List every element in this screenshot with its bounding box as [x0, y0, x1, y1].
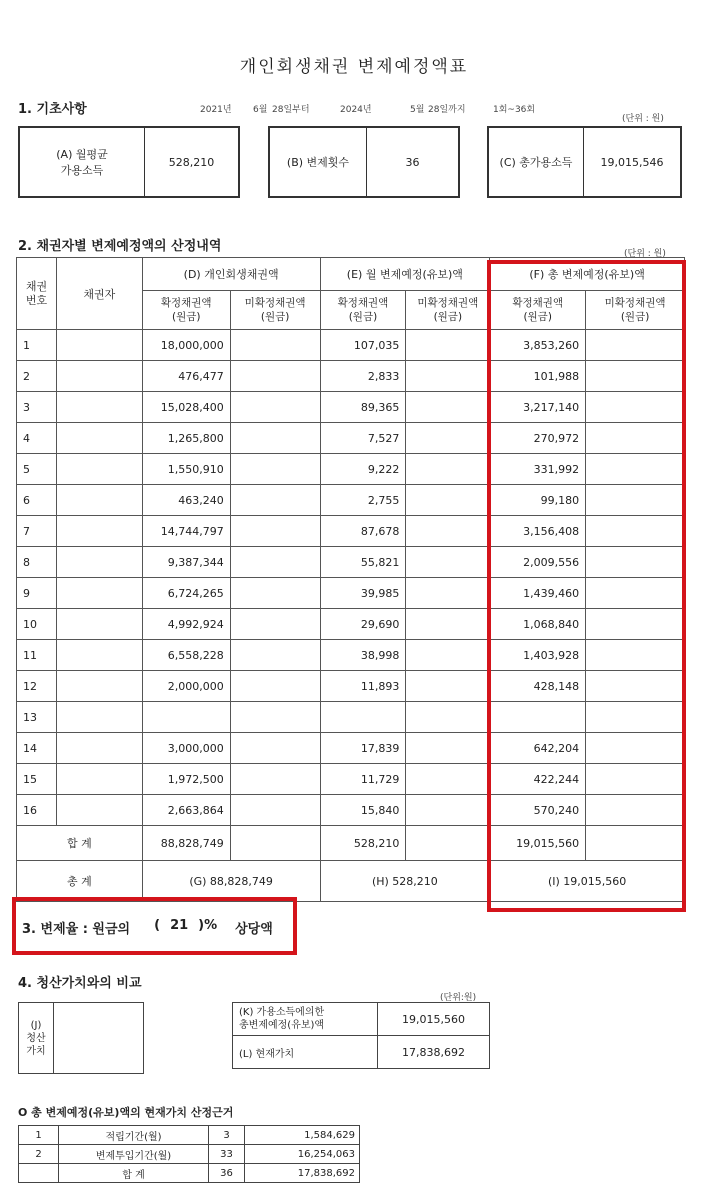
- row-creditor: [56, 423, 142, 454]
- sum-e: 528,210: [320, 826, 406, 861]
- repayment-rate-close: )%: [198, 918, 218, 933]
- row-creditor: [56, 392, 142, 423]
- box-b-value: 36: [405, 155, 420, 169]
- row-no: 6: [17, 485, 57, 516]
- row-d-unconfirmed: [230, 702, 320, 733]
- row-creditor: [56, 578, 142, 609]
- section-1-heading: 1. 기초사항: [18, 102, 87, 117]
- row-creditor: [56, 702, 142, 733]
- row-d-unconfirmed: [230, 454, 320, 485]
- row-creditor: [56, 330, 142, 361]
- row-e-unconfirmed: [406, 423, 490, 454]
- row-d-unconfirmed: [230, 733, 320, 764]
- row-e-unconfirmed: [406, 516, 490, 547]
- row-d-unconfirmed: [230, 392, 320, 423]
- row-e-unconfirmed: [406, 485, 490, 516]
- row-f-confirmed: 3,217,140: [490, 392, 586, 423]
- header-no: 채권 번호: [17, 258, 57, 330]
- repayment-rate-open: (: [154, 918, 161, 933]
- row-creditor: [56, 671, 142, 702]
- row-f-confirmed: 99,180: [490, 485, 586, 516]
- period-range: 1회~36회: [493, 105, 536, 115]
- row-d-unconfirmed: [230, 516, 320, 547]
- row-e-unconfirmed: [406, 702, 490, 733]
- basis-value: 16,254,063: [245, 1145, 360, 1164]
- row-e-confirmed: 87,678: [320, 516, 406, 547]
- basis-months: 33: [209, 1145, 245, 1164]
- row-f-confirmed: 428,148: [490, 671, 586, 702]
- row-e-unconfirmed: [406, 795, 490, 826]
- box-b-label: (B) 변제횟수: [270, 128, 367, 196]
- period-month-to: 5월: [410, 105, 425, 115]
- row-d-confirmed: 14,744,797: [142, 516, 230, 547]
- row-d-confirmed: 476,477: [142, 361, 230, 392]
- row-e-confirmed: 2,755: [320, 485, 406, 516]
- box-a-label: (A) 월평균 가용소득: [20, 128, 145, 196]
- k-value: 19,015,560: [378, 1003, 490, 1036]
- row-e-confirmed: 7,527: [320, 423, 406, 454]
- row-no: 15: [17, 764, 57, 795]
- row-d-confirmed: 3,000,000: [142, 733, 230, 764]
- header-f-unconfirmed: 미확정채권액 (원금): [586, 291, 685, 330]
- row-d-confirmed: 463,240: [142, 485, 230, 516]
- row-e-confirmed: [320, 702, 406, 733]
- total-i: (I) 19,015,560: [490, 861, 685, 902]
- row-f-confirmed: 3,853,260: [490, 330, 586, 361]
- row-creditor: [56, 733, 142, 764]
- row-d-confirmed: 4,992,924: [142, 609, 230, 640]
- row-f-confirmed: 570,240: [490, 795, 586, 826]
- row-f-confirmed: 422,244: [490, 764, 586, 795]
- basis-no: [19, 1164, 59, 1183]
- row-e-unconfirmed: [406, 578, 490, 609]
- row-e-confirmed: 9,222: [320, 454, 406, 485]
- basis-no: 2: [19, 1145, 59, 1164]
- row-creditor: [56, 795, 142, 826]
- header-d-unconfirmed: 미확정채권액 (원금): [230, 291, 320, 330]
- row-d-unconfirmed: [230, 609, 320, 640]
- row-f-confirmed: 1,403,928: [490, 640, 586, 671]
- row-f-confirmed: 1,439,460: [490, 578, 586, 609]
- comparison-table: [232, 1002, 490, 1069]
- row-creditor: [56, 547, 142, 578]
- row-f-confirmed: 642,204: [490, 733, 586, 764]
- row-d-confirmed: 15,028,400: [142, 392, 230, 423]
- row-no: 12: [17, 671, 57, 702]
- sum-d: 88,828,749: [142, 826, 230, 861]
- row-d-confirmed: 1,265,800: [142, 423, 230, 454]
- row-e-confirmed: 107,035: [320, 330, 406, 361]
- row-d-confirmed: 9,387,344: [142, 547, 230, 578]
- row-no: 11: [17, 640, 57, 671]
- row-creditor: [56, 764, 142, 795]
- row-d-unconfirmed: [230, 764, 320, 795]
- header-e-unconfirmed: 미확정채권액 (원금): [406, 291, 490, 330]
- row-no: 16: [17, 795, 57, 826]
- row-e-unconfirmed: [406, 392, 490, 423]
- row-creditor: [56, 454, 142, 485]
- header-e: (E) 월 변제예정(유보)액: [320, 258, 490, 291]
- document-title: 개인회생채권 변제예정액표: [239, 57, 469, 77]
- row-d-unconfirmed: [230, 578, 320, 609]
- row-d-unconfirmed: [230, 795, 320, 826]
- total-g: (G) 88,828,749: [142, 861, 320, 902]
- liquidation-value-box: [18, 1002, 144, 1074]
- row-e-confirmed: 15,840: [320, 795, 406, 826]
- basis-label: 변제투입기간(월): [59, 1145, 209, 1164]
- sum-f: 19,015,560: [490, 826, 586, 861]
- row-e-unconfirmed: [406, 609, 490, 640]
- repayment-rate-value: 21: [170, 918, 189, 933]
- section-4-heading: 4. 청산가치와의 비교: [18, 976, 142, 991]
- row-creditor: [56, 361, 142, 392]
- repayment-rate-heading: 3. 변제율 : 원금의: [22, 922, 131, 937]
- row-creditor: [56, 485, 142, 516]
- l-label: (L) 현재가치: [233, 1036, 378, 1069]
- box-c: [487, 126, 682, 198]
- row-no: 4: [17, 423, 57, 454]
- unit-label-2: (단위 : 원): [624, 249, 666, 259]
- row-e-unconfirmed: [406, 733, 490, 764]
- basis-value: 1,584,629: [245, 1126, 360, 1145]
- row-e-confirmed: 2,833: [320, 361, 406, 392]
- section-2-heading: 2. 채권자별 변제예정액의 산정내역: [18, 239, 222, 254]
- row-d-confirmed: 2,000,000: [142, 671, 230, 702]
- row-d-confirmed: [142, 702, 230, 733]
- box-c-label: (C) 총가용소득: [489, 128, 584, 196]
- row-e-unconfirmed: [406, 671, 490, 702]
- row-f-confirmed: 2,009,556: [490, 547, 586, 578]
- box-c-value: 19,015,546: [600, 155, 664, 169]
- sum-d-unconfirmed: [230, 826, 320, 861]
- row-e-unconfirmed: [406, 454, 490, 485]
- row-no: 10: [17, 609, 57, 640]
- row-d-unconfirmed: [230, 361, 320, 392]
- period-year-from: 2021년: [200, 105, 232, 115]
- row-d-unconfirmed: [230, 330, 320, 361]
- header-creditor: 채권자: [56, 258, 142, 330]
- row-no: 7: [17, 516, 57, 547]
- row-creditor: [56, 516, 142, 547]
- row-d-confirmed: 18,000,000: [142, 330, 230, 361]
- row-e-unconfirmed: [406, 640, 490, 671]
- row-creditor: [56, 609, 142, 640]
- row-e-confirmed: 38,998: [320, 640, 406, 671]
- row-no: 3: [17, 392, 57, 423]
- highlight-f-column: [487, 260, 686, 912]
- repayment-rate-line: [22, 918, 273, 937]
- row-e-unconfirmed: [406, 330, 490, 361]
- row-e-unconfirmed: [406, 361, 490, 392]
- basis-table: [18, 1125, 360, 1183]
- row-no: 8: [17, 547, 57, 578]
- sum-e-unconfirmed: [406, 826, 490, 861]
- row-d-unconfirmed: [230, 423, 320, 454]
- row-e-confirmed: 55,821: [320, 547, 406, 578]
- row-no: 2: [17, 361, 57, 392]
- basis-label: 합 계: [59, 1164, 209, 1183]
- row-d-unconfirmed: [230, 485, 320, 516]
- unit-label-4: (단위:원): [440, 993, 477, 1003]
- period-year-to: 2024년: [340, 105, 372, 115]
- row-e-confirmed: 11,729: [320, 764, 406, 795]
- row-e-confirmed: 11,893: [320, 671, 406, 702]
- basis-label: 적립기간(월): [59, 1126, 209, 1145]
- basis-row: [19, 1164, 360, 1183]
- row-f-confirmed: 3,156,408: [490, 516, 586, 547]
- row-d-confirmed: 6,724,265: [142, 578, 230, 609]
- row-no: 1: [17, 330, 57, 361]
- j-label: (J) 청산 가치: [19, 1003, 54, 1074]
- sum-label: 합 계: [17, 826, 143, 861]
- row-e-confirmed: 29,690: [320, 609, 406, 640]
- j-value: [54, 1003, 144, 1074]
- basis-no: 1: [19, 1126, 59, 1145]
- row-d-unconfirmed: [230, 640, 320, 671]
- row-f-confirmed: 1,068,840: [490, 609, 586, 640]
- row-d-confirmed: 1,972,500: [142, 764, 230, 795]
- row-creditor: [56, 640, 142, 671]
- row-d-confirmed: 2,663,864: [142, 795, 230, 826]
- row-d-unconfirmed: [230, 671, 320, 702]
- row-e-unconfirmed: [406, 547, 490, 578]
- row-f-confirmed: 331,992: [490, 454, 586, 485]
- row-no: 14: [17, 733, 57, 764]
- basis-value: 17,838,692: [245, 1164, 360, 1183]
- row-e-confirmed: 39,985: [320, 578, 406, 609]
- basis-row: [19, 1145, 360, 1164]
- period-month-from: 6월: [253, 105, 268, 115]
- header-d-confirmed: 확정채권액 (원금): [142, 291, 230, 330]
- row-d-confirmed: 6,558,228: [142, 640, 230, 671]
- row-e-confirmed: 17,839: [320, 733, 406, 764]
- basis-row: [19, 1126, 360, 1145]
- basis-months: 3: [209, 1126, 245, 1145]
- header-d: (D) 개인회생채권액: [142, 258, 320, 291]
- row-f-confirmed: 270,972: [490, 423, 586, 454]
- header-f-confirmed: 확정채권액 (원금): [490, 291, 586, 330]
- total-h: (H) 528,210: [320, 861, 490, 902]
- k-label: (K) 가용소득에의한 총변제예정(유보)액: [233, 1003, 378, 1036]
- row-e-confirmed: 89,365: [320, 392, 406, 423]
- period-day-to: 28일까지: [428, 105, 466, 115]
- row-no: 13: [17, 702, 57, 733]
- row-no: 9: [17, 578, 57, 609]
- repayment-rate-tail: 상당액: [235, 922, 273, 937]
- l-value: 17,838,692: [378, 1036, 490, 1069]
- row-e-unconfirmed: [406, 764, 490, 795]
- unit-label-1: (단위 : 원): [622, 114, 664, 124]
- period-day-from: 28일부터: [272, 105, 310, 115]
- box-a-value: 528,210: [168, 155, 215, 169]
- row-d-unconfirmed: [230, 547, 320, 578]
- box-b: [268, 126, 460, 198]
- header-e-confirmed: 확정채권액 (원금): [320, 291, 406, 330]
- row-no: 5: [17, 454, 57, 485]
- total-label: 총 계: [17, 861, 143, 902]
- box-a: [18, 126, 240, 198]
- basis-months: 36: [209, 1164, 245, 1183]
- header-f: (F) 총 변제예정(유보)액: [490, 258, 685, 291]
- basis-heading: O 총 변제예정(유보)액의 현재가치 산정근거: [18, 1106, 234, 1119]
- row-f-confirmed: 101,988: [490, 361, 586, 392]
- row-d-confirmed: 1,550,910: [142, 454, 230, 485]
